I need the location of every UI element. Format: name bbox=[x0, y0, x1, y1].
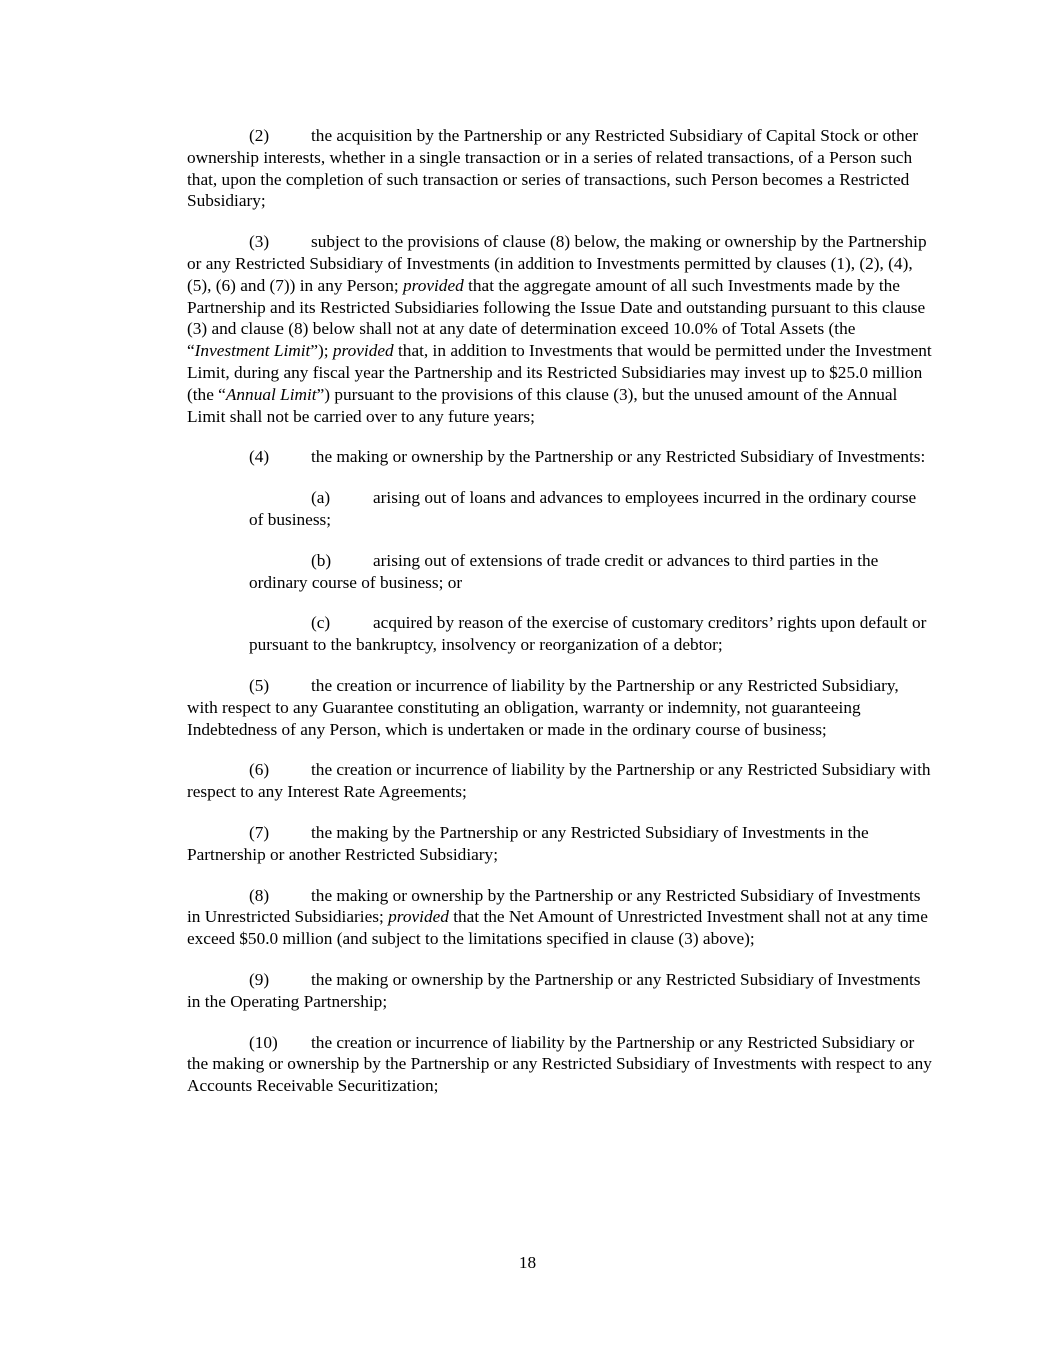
clause-number: (2) bbox=[249, 126, 270, 145]
page-number: 18 bbox=[518, 1253, 537, 1272]
subclause-number: (c) bbox=[311, 613, 331, 633]
clause-text: the making or ownership by the Partnership or any Restricted Subsidiary of Investments in Unrestricted Subsidiaries; bbox=[187, 885, 921, 927]
clause-text: the making or ownership by the Partnership or any Restricted Subsidiary of Investments: bbox=[311, 447, 926, 467]
clause-text: the making or ownership by the Partnership or any Restricted Subsidiary of Investments in the Operating Partnership; bbox=[187, 969, 921, 1011]
clause-9 bbox=[187, 969, 932, 1013]
clause-text: ”) pursuant to the provisions of this clause (3), but the unused amount of the Annual Limit shall not be carried over to any future years; bbox=[187, 384, 898, 426]
clause-text: the acquisition by the Partnership or any Restricted Subsidiary of Capital Stock or other ownership interests, whether in a single transaction or in a series of related transactions, of a Person such that, upon the completion of such transaction or series of transactions, such Person becomes a Restricted Subsidiary; bbox=[187, 126, 919, 211]
clause-5 bbox=[187, 675, 932, 740]
clause-number: (3) bbox=[249, 232, 270, 252]
provided-term: provided bbox=[332, 341, 394, 361]
clause-8 bbox=[187, 885, 932, 950]
subclause-b bbox=[249, 550, 932, 594]
subclause-text: arising out of loans and advances to employees incurred in the ordinary course of business; bbox=[249, 488, 917, 529]
subclause-c bbox=[249, 612, 932, 656]
subclause-text: acquired by reason of the exercise of customary creditors’ rights upon default or pursuant to the bankruptcy, insolvency or reorganization of a debtor; bbox=[249, 613, 927, 655]
clause-2 bbox=[187, 125, 932, 212]
provided-term: provided bbox=[388, 907, 449, 927]
provided-term: provided bbox=[402, 275, 464, 295]
document-body bbox=[187, 125, 932, 1116]
clause-text: that the Net Amount of Unrestricted Investment shall not at any time exceed $50.0 million (and subject to the limitations specified in clause (3) above); bbox=[187, 907, 928, 949]
defined-term-investment-limit: Investment Limit bbox=[194, 341, 311, 361]
defined-term-annual-limit: Annual Limit bbox=[225, 384, 317, 404]
subclause-number: (b) bbox=[311, 550, 332, 570]
subclause-number: (a) bbox=[311, 488, 331, 508]
subclause-text: arising out of extensions of trade credit or advances to third parties in the ordinary course of business; or bbox=[249, 550, 879, 592]
clause-text: the creation or incurrence of liability by the Partnership or any Restricted Subsidiary with respect to any Interest Rate Agreements; bbox=[187, 760, 931, 802]
clause-6 bbox=[187, 759, 932, 803]
subclause-a bbox=[249, 487, 932, 531]
clause-text: subject to the provisions of clause (8) below, the making or ownership by the Partnership or any Restricted Subsidiary of Investments (in addition to Investments permitted by clauses (1), (2), (4), (5), (6) and (7)) in any Person; bbox=[187, 232, 927, 295]
clause-number: (8) bbox=[249, 885, 270, 905]
clause-7 bbox=[187, 822, 932, 866]
clause-text: that, in addition to Investments that would be permitted under the Investment Limit, during any fiscal year the Partnership and its Restricted Subsidiaries may invest up to $25.0 million (the “ bbox=[187, 341, 932, 404]
clause-number: (9) bbox=[249, 969, 270, 989]
clause-number: (7) bbox=[249, 822, 270, 842]
clause-number: (10) bbox=[249, 1032, 278, 1052]
clause-3 bbox=[187, 231, 932, 427]
clause-4 bbox=[187, 446, 932, 468]
clause-text: the creation or incurrence of liability by the Partnership or any Restricted Subsidiary, with respect to any Guarantee constituting an obligation, warranty or indemnity, not guaranteeing Indebtedness of any Person, which is undertaken or made in the ordinary course of business; bbox=[187, 675, 899, 739]
clause-text: ”); bbox=[310, 341, 333, 361]
clause-number: (5) bbox=[249, 675, 270, 695]
clause-10 bbox=[187, 1032, 932, 1097]
clause-number: (6) bbox=[249, 760, 270, 780]
clause-text: the creation or incurrence of liability by the Partnership or any Restricted Subsidiary or the making or ownership by the Partnership or any Restricted Subsidiary of Investments with respect to any Accounts Receivable Securitization; bbox=[187, 1032, 932, 1096]
clause-number: (4) bbox=[249, 447, 270, 467]
clause-text: the making by the Partnership or any Restricted Subsidiary of Investments in the Partnership or another Restricted Subsidiary; bbox=[187, 822, 869, 864]
clause-text: that the aggregate amount of all such Investments made by the Partnership and its Restricted Subsidiaries following the Issue Date and outstanding pursuant to this clause (3) and clause (8) below shall not at any date of determination exceed 10.0% of Total Assets (the “ bbox=[187, 275, 926, 361]
